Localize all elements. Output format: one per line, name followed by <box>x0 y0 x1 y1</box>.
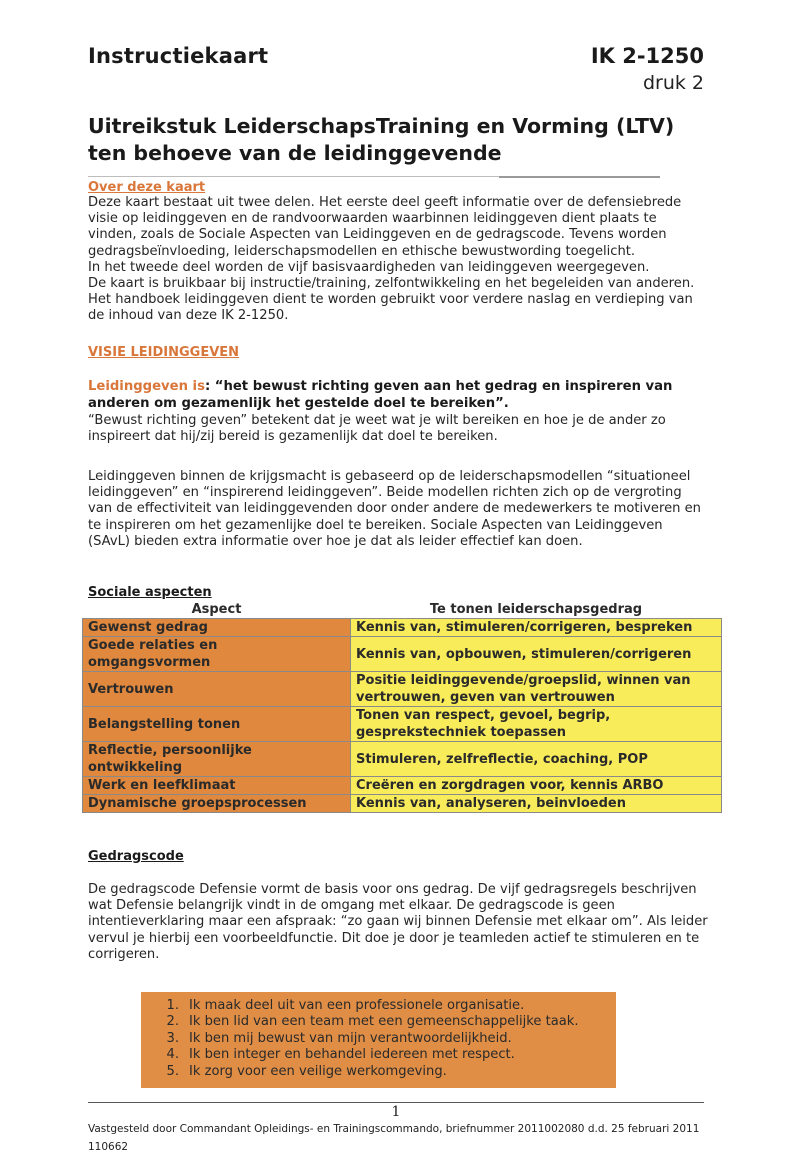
card-type-title: Instructiekaart <box>88 44 269 68</box>
list-item-number: 3. <box>166 1030 179 1046</box>
table-row <box>83 672 722 707</box>
list-item-text: Ik zorg voor een veilige werkomgeving. <box>189 1063 447 1079</box>
section-over-body <box>88 195 708 325</box>
sociale-aspecten-table <box>82 602 722 813</box>
card-code: IK 2-1250 <box>590 44 704 68</box>
gedragsregels-box <box>141 992 616 1088</box>
aspect-cell <box>83 637 351 672</box>
card-edition: druk 2 <box>642 72 704 94</box>
list-item-number: 5. <box>166 1063 179 1079</box>
table-row <box>83 619 722 637</box>
column-header-aspect: Aspect <box>191 602 242 617</box>
aspect-cell: Dynamische groepsprocessen <box>83 795 351 813</box>
over-paragraph-2: In het tweede deel worden de vijf basisvaardigheden van leidinggeven weergegeven. <box>88 259 650 275</box>
list-item-number: 2. <box>166 1014 179 1030</box>
column-header-gedrag: Te tonen leiderschapsgedrag <box>429 602 643 617</box>
document-title <box>88 113 708 167</box>
definition-text: : “het bewust richting geven aan het gedrag en inspireren van anderen om gezamenlijk het gestelde doel te bereiken”. <box>88 379 673 411</box>
document-title-line1: Uitreikstuk LeiderschapsTraining en Vorming (LTV) <box>88 114 675 138</box>
section-heading-over: Over deze kaart <box>88 180 206 195</box>
aspect-cell <box>83 742 351 777</box>
over-paragraph-3: De kaart is bruikbaar bij instructie/training, zelfontwikkeling en het begeleiden van anderen. Het handboek leidinggeven dient te worden gebruikt voor verdere naslag en verdieping van de inhoud van deze IK 2-1250. <box>88 276 695 324</box>
aspect-cell-text: Reflectie, persoonlijke ontwikkeling <box>88 743 252 775</box>
over-paragraph-1: Deze kaart bestaat uit twee delen. Het eerste deel geeft informatie over de defensiebrede visie op leidinggeven en de randvoorwaarden waarbinnen leidinggeven dient plaats te vinden, zoals de Sociale Aspecten van Leidinggeven en de gedragscode. Tevens worden gedragsbeïnvloeding, leiderschapsmodellen en ethische bewustwording toegelicht. <box>88 195 682 259</box>
list-item <box>141 1047 616 1063</box>
section-heading-visie: VISIE LEIDINGGEVEN <box>88 345 240 360</box>
document-title-line2: ten behoeve van de leidinggevende <box>88 141 502 165</box>
aspect-cell: Vertrouwen <box>83 672 351 707</box>
list-item <box>141 1031 616 1047</box>
gedrag-cell: Kennis van, stimuleren/corrigeren, bespreken <box>351 619 722 637</box>
aspect-cell-text: Goede relaties en omgangsvormen <box>88 638 218 670</box>
list-item-text: Ik ben integer en behandel iedereen met respect. <box>189 1047 515 1063</box>
definition-explanation: “Bewust richting geven” betekent dat je weet wat je wilt bereiken en hoe je de ander zo inspireert dat hij/zij bereid is gezamenlijk dat doel te bereiken. <box>88 413 666 445</box>
table-row <box>83 777 722 795</box>
section-heading-gedragscode: Gedragscode <box>88 849 184 864</box>
gedrag-cell: Creëren en zorgdragen voor, kennis ARBO <box>351 777 722 795</box>
aspect-cell: Belangstelling tonen <box>83 707 351 742</box>
list-item <box>141 1014 616 1030</box>
list-item-text: Ik maak deel uit van een professionele organisatie. <box>189 998 525 1013</box>
gedrag-cell: Positie leidinggevende/groepslid, winnen van vertrouwen, geven van vertrouwen <box>351 672 722 707</box>
definition-leidinggeven <box>88 378 708 412</box>
list-item-text: Ik ben mij bewust van mijn verantwoordelijkheid. <box>189 1030 512 1046</box>
list-item <box>141 1064 616 1080</box>
table-header-row <box>83 602 722 619</box>
gedrag-cell: Kennis van, opbouwen, stimuleren/corrigeren <box>351 637 722 672</box>
list-item-text: Ik ben lid van een team met een gemeenschappelijke taak. <box>189 1014 579 1030</box>
gedrag-cell-text: Tonen van respect, gevoel, begrip, gesprekstechniek toepassen <box>356 708 611 740</box>
aspect-cell: Werk en leefklimaat <box>83 777 351 795</box>
gedrag-cell <box>351 707 722 742</box>
footer-line-1: Vastgesteld door Commandant Opleidings- en Trainingscommando, briefnummer 2011002080 d.d. 25 februari 2011 <box>88 1123 700 1135</box>
title-divider-accent <box>499 176 660 178</box>
list-item <box>141 998 616 1014</box>
definition-label: Leidinggeven is <box>88 379 205 394</box>
gedragsregels-list <box>141 992 616 1080</box>
section-heading-sociale-aspecten: Sociale aspecten <box>88 585 212 600</box>
table-row <box>83 637 722 672</box>
aspect-cell: Gewenst gedrag <box>83 619 351 637</box>
gedragscode-paragraph: De gedragscode Defensie vormt de basis voor ons gedrag. De vijf gedragsregels beschrijven wat Defensie belangrijk vindt in de omgang met elkaar. De gedragscode is geen intentieverklaring maar een afspraak: “zo gaan wij binnen Defensie met elkaar om”. Als leider vervul je hierbij een voorbeeldfunctie. Dit doe je door je teamleden actief te stimuleren en te corrigeren. <box>88 882 708 962</box>
list-item-number: 1. <box>166 998 179 1013</box>
gedrag-cell: Kennis van, analyseren, beinvloeden <box>351 795 722 813</box>
table-row <box>83 742 722 777</box>
leadership-models-paragraph: Leidinggeven binnen de krijgsmacht is gebaseerd op de leiderschapsmodellen “situationeel leidinggeven” en “inspirerend leidinggeven”. Beide modellen richten zich op de vergroting van de effectiviteit van leidinggevenden door onder andere de medewerkers te motiveren en te inspireren om het gezamenlijke doel te bereiken. Sociale Aspecten van Leidinggeven (SAvL) bieden extra informatie over hoe je dat als leider effectief kan doen. <box>88 469 701 549</box>
footer-line-2: 110662 <box>88 1141 129 1153</box>
footer-divider <box>88 1102 704 1103</box>
footer-text <box>88 1120 738 1156</box>
table-row <box>83 707 722 742</box>
gedrag-cell: Stimuleren, zelfreflectie, coaching, POP <box>351 742 722 777</box>
page-number: 1 <box>391 1104 401 1120</box>
table-row <box>83 795 722 813</box>
list-item-number: 4. <box>166 1047 179 1063</box>
